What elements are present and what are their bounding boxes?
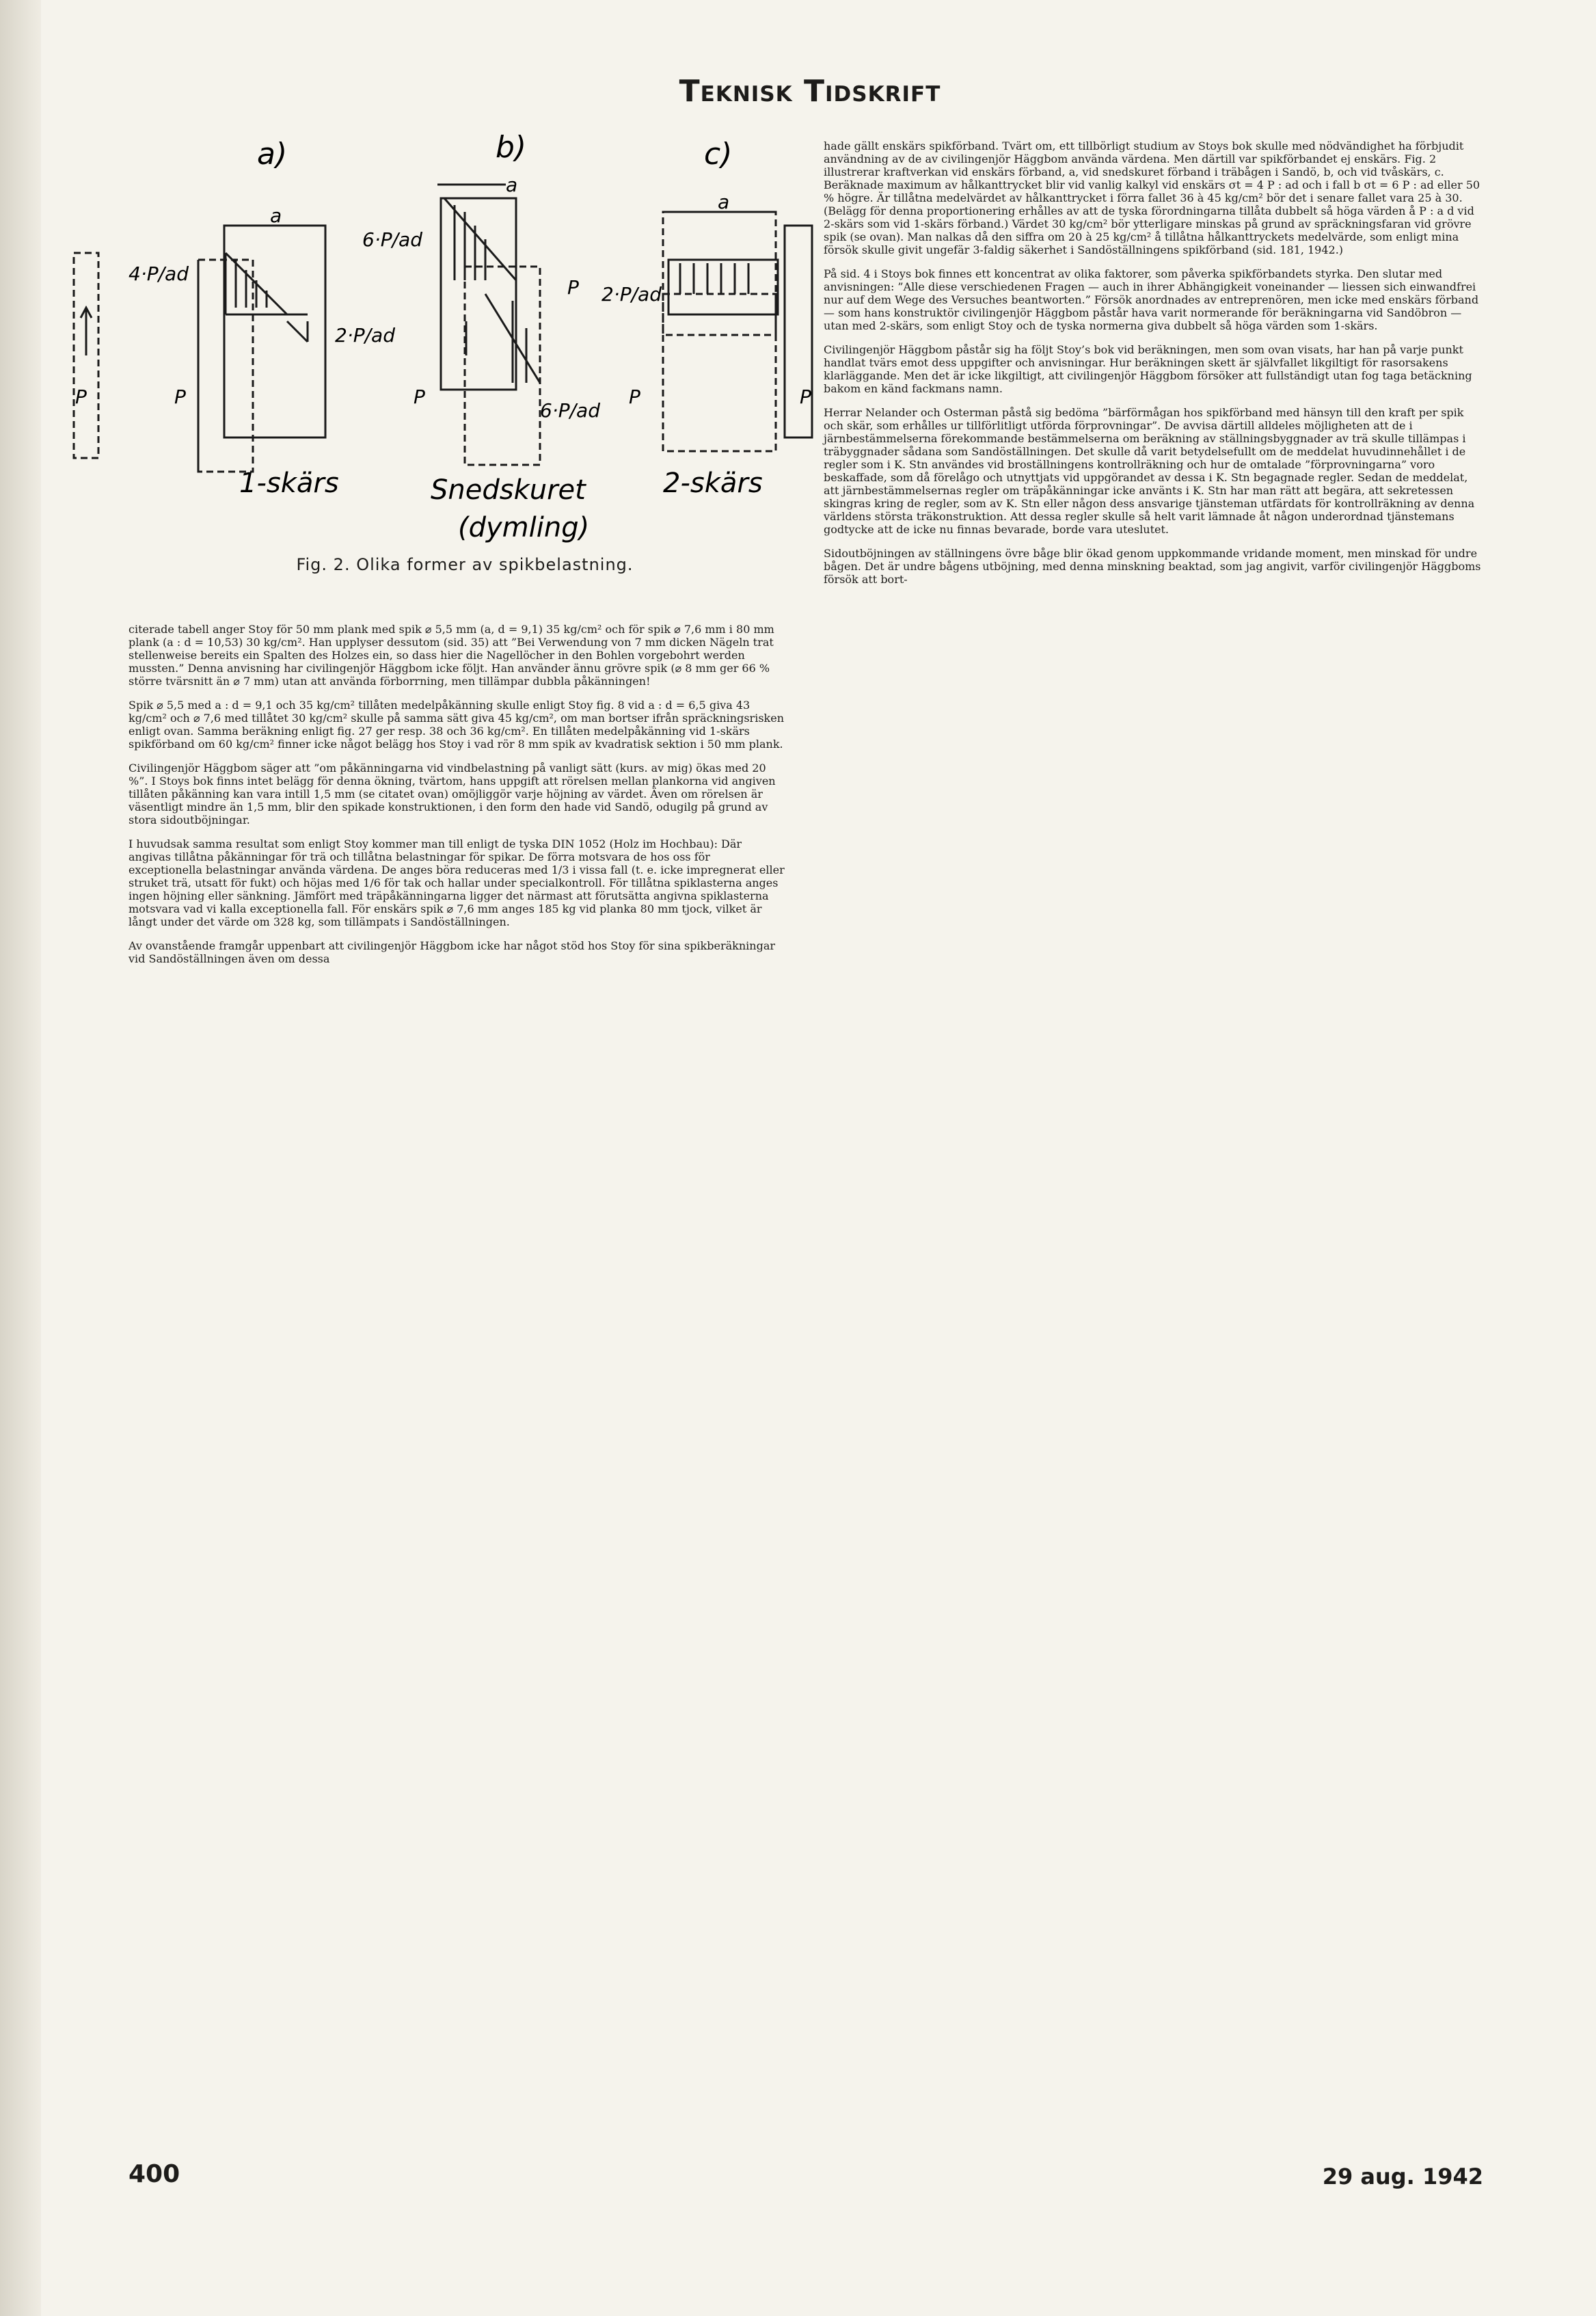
panel-c-side-load-2: P [800, 386, 811, 408]
left-paragraph-3: Civilingenjör Häggbom säger att ”om påkänningarna vid vindbelastning på vanligt sätt (kurs. av mig) ökas med 20 %”. I Stoys bok finns intet belägg för denna ökning, tvärtom, hans uppgift att rörelsen mellan plankorna vid angiven tillåten påkänning kan vara intill 1,5 mm (se citatet ovan) omöjliggör varje höjning av värdet. Även om rörelsen är väsentligt mindre än 1,5 mm, blir den spikade konstruktionen, i den form den hade vid Sandö, odugilg på grund av stora sidoutböjningar. [129, 762, 776, 826]
journal-header: Teknisk Tidskrift [679, 74, 941, 109]
panel-a-dim: a [270, 204, 282, 227]
panel-a-name: 1-skärs [239, 468, 339, 499]
left-paragraph-1: citerade tabell anger Stoy för 50 mm plank med spik ⌀ 5,5 mm (a, d = 9,1) 35 kg/cm² och för spik ⌀ 7,6 mm i 80 mm plank (a : d = 10,53) 30 kg/cm². Han upplyser dessutom (sid. 35) att ”Bei Verwendung von 7 mm dicken Nägeln trat stellenweise bereits ein Spalten des Holzes ein, so dass hier die Nagellöcher in den Bohlen vorgebohrt werden mussten.” Denna anvisning har civilingenjör Häggbom icke följt. Han använder ännu grövre spik (⌀ 8 mm ger 66 % större tvärsnitt än ⌀ 7 mm) utan att använda förborrning, men tillämpar dubbla påkänningen! [129, 623, 774, 688]
panel-b-load-mid: 2·P/ad [601, 283, 662, 306]
panel-b-label: b) [496, 130, 527, 165]
panel-b-side-load-2: P [567, 276, 579, 299]
panel-c-drawing [663, 212, 812, 451]
left-paragraph-4: I huvudsak samma resultat som enligt Stoy kommer man till enligt de tyska DIN 1052 (Holz im Hochbau): Där angivas tillåtna påkänningar för trä och tillåtna belastningar för spikar. De förra motsvara de hos oss för exceptionella belastningar använda värdena. De anges böra reduceras med 1/3 i vissa fall (t. e. icke impregnerat eller struket trä, utsatt för fukt) och höjas med 1/6 för tak och hallar under specialkontroll. För tillåtna spiklasterna anges ingen höjning eller sänkning. Jämfört med träpåkänningarna ligger det närmast att förutsätta angivna spiklasterna motsvara vad vi kalla exceptionella fall. För enskärs spik ⌀ 7,6 mm anges 185 kg vid planka 80 mm tjock, vilket är långt under det värde om 328 kg, som tillämpats i Sandöställningen. [129, 837, 785, 928]
panel-b-load-top: 6·P/ad [362, 228, 422, 251]
panel-a-load-top: 4·P/ad [129, 262, 189, 285]
panel-c-dim: a [718, 191, 730, 213]
figure-2-diagram [62, 123, 827, 547]
panel-a-drawing [74, 226, 325, 472]
right-column [824, 129, 1483, 597]
page-number: 400 [129, 2160, 180, 2188]
panel-b-name: Snedskuret [431, 474, 586, 506]
panel-b-load-bottom: 6·P/ad [540, 399, 600, 422]
panel-c-label: c) [704, 137, 733, 172]
right-paragraph-5: Sidoutböjningen av ställningens övre båge blir ökad genom uppkommande vridande moment, men minskad för undre bågen. Det är undre bågens utböjning, med denna minskning beaktad, som jag angivit, varför civilingenjör Häggboms försök att bort- [824, 547, 1481, 586]
figure-caption: Fig. 2. Olika former av spikbelastning. [296, 555, 634, 574]
panel-b-dim: a [506, 174, 518, 196]
page-edge [0, 0, 41, 2316]
left-column [129, 612, 785, 976]
panel-c-side-load-1: P [629, 386, 640, 408]
panel-b-subname: (dymling) [458, 512, 590, 543]
panel-a-side-load-1: P [75, 386, 87, 408]
left-paragraph-5: Av ovanstående framgår uppenbart att civilingenjör Häggbom icke har något stöd hos Stoy för sina spikberäkningar vid Sandöställningen även om dessa [129, 939, 775, 965]
right-paragraph-4: Herrar Nelander och Osterman påstå sig bedöma ”bärförmågan hos spikförband med hänsyn till den kraft per spik och skär, som erhålles ur tillförlitligt utförda förprovningar”. De avvisa därtill alldeles möjligheten att de i järnbestämmelserna förekommande bestämmelserna om beräkning av ställningsbyggnader av trä skulle tillämpas i träbyggnader sådana som Sandöställningen. Det skulle då varit betydelsefullt om de meddelat huvudinnehållet i de regler som i K. Stn användes vid broställningens kontrollräkning och hur de omtalade ”förprovningarna” voro beskaffade, som då förelågo och utnyttjats vid uppgörandet av dessa i K. Stn begagnade regler. Sedan de meddelat, att järnbestämmelsernas regler om träpåkänningar icke använts i K. Stn har man rätt att begära, att sekretessen skingras kring de regler, som av K. Stn eller någon dess ansvarige tjänsteman utfärdats för kontrollräkning av denna världens största träkonstruktion. Att dessa regler skulle så helt varit lämnade åt någon underordnad tjänstemans godtycke att de icke nu finnas bevarade, borde vara uteslutet. [824, 406, 1475, 536]
right-paragraph-1: hade gällt enskärs spikförband. Tvärt om, ett tillbörligt studium av Stoys bok skulle med nödvändighet ha förbjudit användning av de av civilingenjör Häggbom använda värdena. Men därtill var spikförbandet ej enskärs. Fig. 2 illustrerar kraftverkan vid enskärs förband, a, vid snedskuret förband i träbågen i Sandö, b, och vid tvåskärs, c. Beräknade maximum av hålkanttrycket blir vid vanlig kalkyl vid enskärs σt = 4 P : ad och i fall b σt = 6 P : ad eller 50 % högre. Är tillåtna medelvärdet av hålkanttrycket i förra fallet 36 à 45 kg/cm² bör det i senare fallet vara 25 à 30. (Belägg för denna proportionering erhålles av att de tyska förordningarna tillåta dubbelt så höga värden å P : a d vid 2-skärs som vid 1-skärs förband.) Värdet 30 kg/cm² bör ytterligare minskas på grund av spräckningsfaran vid grövre spik (se ovan). Man nalkas då den siffra om 20 à 25 kg/cm² å tillåtna hålkanttryckets medelvärde, som enligt mina försök skulle givit ungefär 3-faldig säkerhet i Sandöställningens spikförband (sid. 181, 1942.) [824, 139, 1480, 256]
right-paragraph-2: På sid. 4 i Stoys bok finnes ett koncentrat av olika faktorer, som påverka spikförbandets styrka. Den slutar med anvisningen: ”Alle diese verschiedenen Fragen — auch in ihrer Abhängigkeit voneinander — liessen sich einwandfrei nur auf dem Wege des Versuches beantworten.” Försök anordnades av entreprenören, men icke med enskärs förband — som hans konstruktör civilingenjör Häggbom påstår hava varit normerande för beräkningarna vid Sandöbron — utan med 2-skärs, som enligt Stoy och de tyska normerna giva dubbelt så höga värden som 1-skärs. [824, 267, 1479, 332]
left-paragraph-2: Spik ⌀ 5,5 med a : d = 9,1 och 35 kg/cm² tillåten medelpåkänning skulle enligt Stoy fig. 8 vid a : d = 6,5 giva 43 kg/cm² och ⌀ 7,6 med tillåtet 30 kg/cm² skulle på samma sätt giva 45 kg/cm², om man bortser ifrån spräckningsrisken enligt ovan. Samma beräkning enligt fig. 27 ger resp. 38 och 36 kg/cm². En tillåten medelpåkänning vid 1-skärs spikförband om 60 kg/cm² finner icke något belägg hos Stoy i vad rör 8 mm spik av kvadratisk sektion i 50 mm plank. [129, 699, 784, 751]
right-paragraph-3: Civilingenjör Häggbom påstår sig ha följt Stoy’s bok vid beräkningen, men som ovan visats, har han på varje punkt handlat tvärs emot dess uppgifter och anvisningar. Hur beräkningen skett är självfallet likgiltigt för rasorsakens klarläggande. Men det är icke likgiltigt, att civilingenjör Häggbom försöker att fullständigt utan fog taga betäckning bakom en känd fackmans namn. [824, 343, 1472, 395]
panel-a-load-bottom: 2·P/ad [335, 324, 395, 347]
panel-a-label: a) [257, 137, 288, 172]
issue-date: 29 aug. 1942 [1322, 2164, 1483, 2190]
panel-b-drawing [437, 185, 540, 465]
panel-c-name: 2-skärs [663, 468, 763, 499]
panel-b-side-load: P [414, 386, 425, 408]
panel-a-side-load-2: P [174, 386, 186, 408]
